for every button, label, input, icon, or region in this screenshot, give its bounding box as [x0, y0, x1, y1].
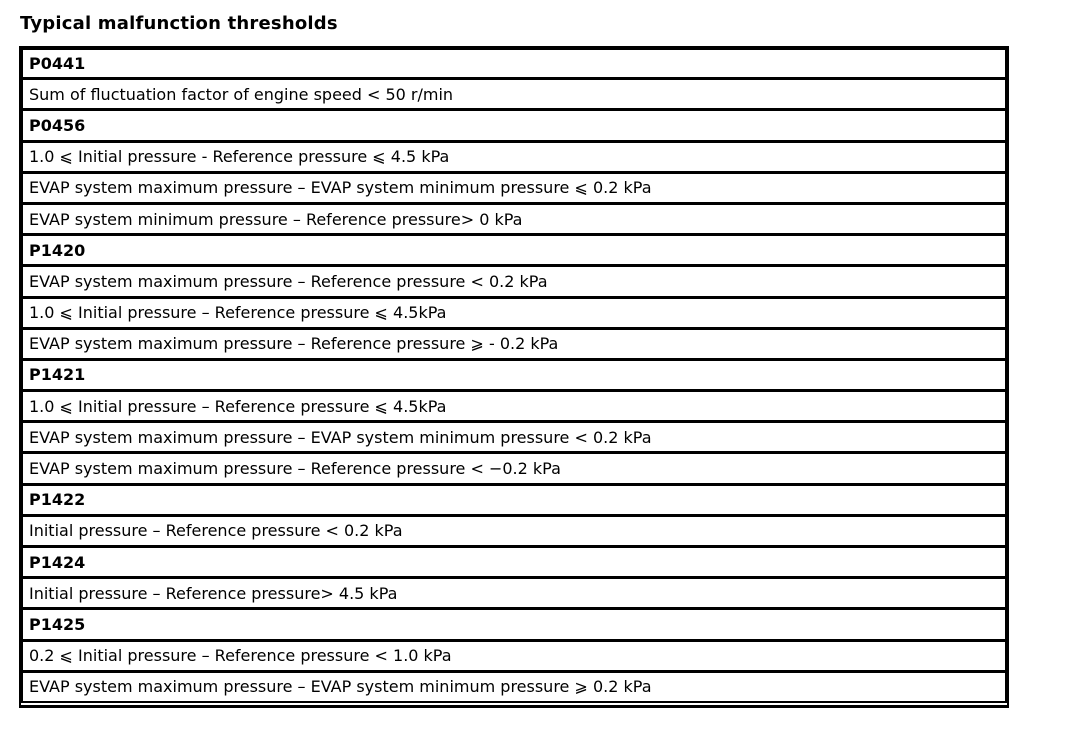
threshold-condition-row: Initial pressure – Reference pressure < 0.2 kPa — [21, 516, 1007, 547]
threshold-condition-row: EVAP system maximum pressure – Reference pressure < 0.2 kPa — [21, 266, 1007, 297]
dtc-code-row: P0456 — [21, 110, 1007, 141]
threshold-condition-row: EVAP system maximum pressure – Reference pressure < −0.2 kPa — [21, 453, 1007, 484]
threshold-condition-row: EVAP system minimum pressure – Reference pressure> 0 kPa — [21, 204, 1007, 235]
dtc-code-row: P1420 — [21, 235, 1007, 266]
dtc-code-row: P0441 — [21, 48, 1007, 79]
dtc-code-row: P1421 — [21, 360, 1007, 391]
threshold-condition-row: Sum of fluctuation factor of engine speed < 50 r/min — [21, 79, 1007, 110]
page-title: Typical malfunction thresholds — [20, 13, 338, 34]
thresholds-table — [19, 46, 1009, 708]
dtc-code-row: P1422 — [21, 485, 1007, 516]
threshold-condition-row: EVAP system maximum pressure – EVAP system minimum pressure ⩽ 0.2 kPa — [21, 173, 1007, 204]
dtc-code-row: P1425 — [21, 609, 1007, 640]
threshold-condition-row: 1.0 ⩽ Initial pressure – Reference pressure ⩽ 4.5kPa — [21, 391, 1007, 422]
threshold-condition-row: 1.0 ⩽ Initial pressure – Reference pressure ⩽ 4.5kPa — [21, 298, 1007, 329]
threshold-condition-row: 1.0 ⩽ Initial pressure - Reference pressure ⩽ 4.5 kPa — [21, 142, 1007, 173]
threshold-condition-row: EVAP system maximum pressure – Reference pressure ⩾ - 0.2 kPa — [21, 329, 1007, 360]
threshold-condition-row: 0.2 ⩽ Initial pressure – Reference pressure < 1.0 kPa — [21, 641, 1007, 672]
threshold-condition-row: EVAP system maximum pressure – EVAP system minimum pressure < 0.2 kPa — [21, 422, 1007, 453]
dtc-code-row: P1424 — [21, 547, 1007, 578]
threshold-condition-row: Initial pressure – Reference pressure> 4.5 kPa — [21, 578, 1007, 609]
threshold-condition-row: EVAP system maximum pressure – EVAP system minimum pressure ⩾ 0.2 kPa — [21, 672, 1007, 703]
